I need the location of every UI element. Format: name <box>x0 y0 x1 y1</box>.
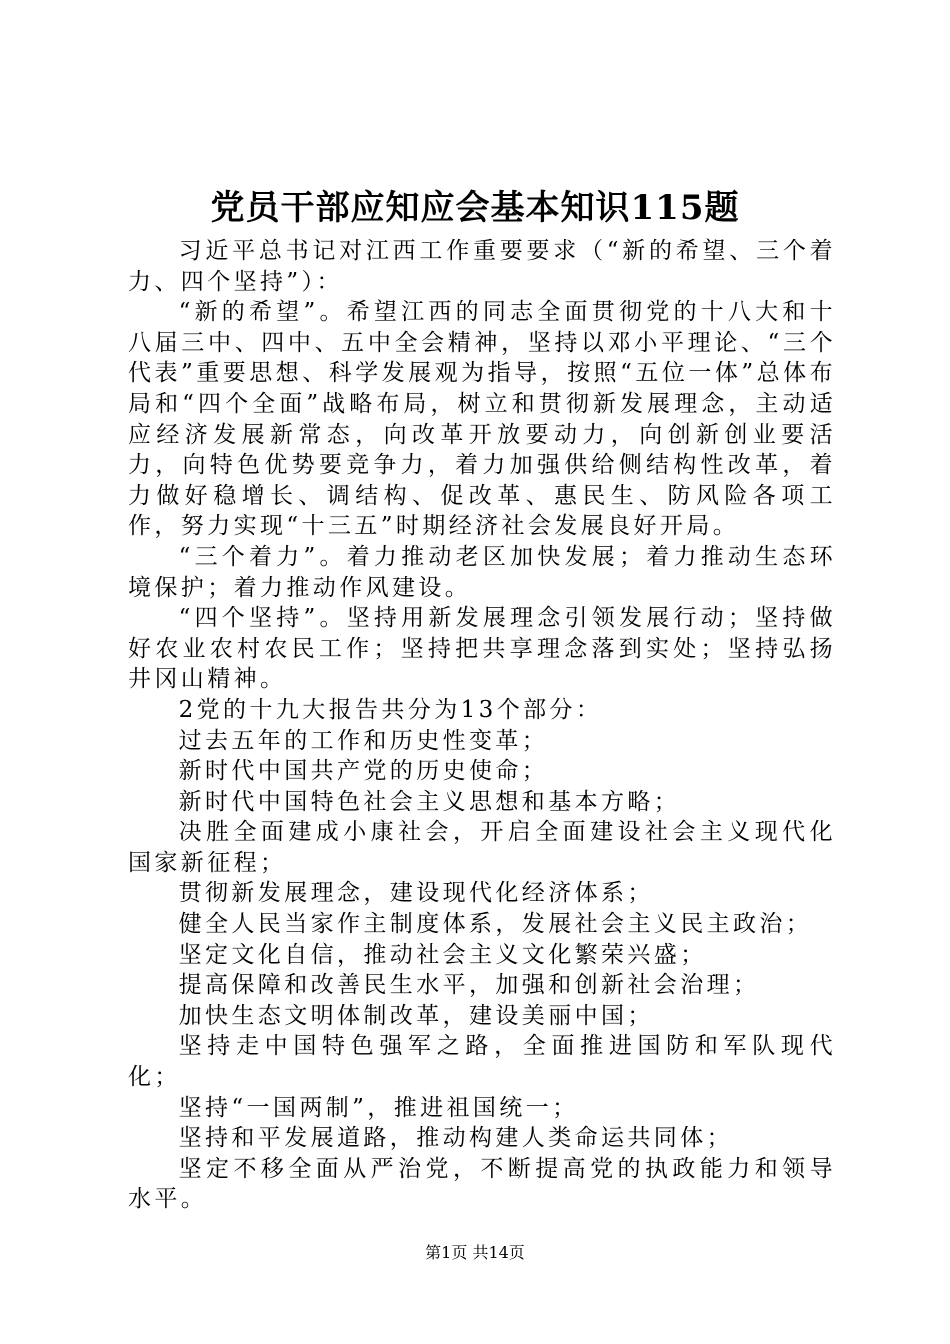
list-item: 坚持走中国特色强军之路，全面推进国防和军队现代化； <box>128 1033 836 1091</box>
paragraph-new-hope: “新的希望”。希望江西的同志全面贯彻党的十八大和十八届三中、四中、五中全会精神，坚持以邓小平理论、“三个代表”重要思想、科学发展观为指导，按照“五位一体”总体布局和“四个全面”战略布局，树立和贯彻新发展理念，主动适应经济发展新常态，向改革开放要动力，向创新创业要活力，向特色优势要竞争力，着力加强供给侧结构性改革，着力做好稳增长、调结构、促改革、惠民生、防风险各项工作，努力实现“十三五”时期经济社会发展良好开局。 <box>128 299 836 540</box>
paragraph-report-parts: 2党的十九大报告共分为13个部分： <box>178 696 603 723</box>
paragraph-intro: 习近平总书记对江西工作重要要求（“新的希望、三个着力、四个坚持”）： <box>128 238 836 295</box>
list-item: 过去五年的工作和历史性变革； <box>178 727 549 754</box>
list-item: 新时代中国特色社会主义思想和基本方略； <box>178 788 681 815</box>
list-item: 坚持和平发展道路，推动构建人类命运共同体； <box>178 1125 733 1152</box>
document-title: 党员干部应知应会基本知识115题 <box>210 188 740 228</box>
list-item: 贯彻新发展理念，建设现代化经济体系； <box>178 880 654 907</box>
page-footer: 第1页 共14页 <box>425 1243 525 1262</box>
list-item: 加快生态文明体制改革，建设美丽中国； <box>178 1002 654 1029</box>
list-item: 新时代中国共产党的历史使命； <box>178 758 549 785</box>
list-item: 坚定不移全面从严治党，不断提高党的执政能力和领导水平。 <box>128 1155 836 1213</box>
document-body <box>128 236 836 1215</box>
list-item: 决胜全面建成小康社会，开启全面建设社会主义现代化国家新征程； <box>128 819 836 876</box>
paragraph-four-persist: “四个坚持”。坚持用新发展理念引领发展行动；坚持做好农业农村农民工作；坚持把共享理念落到实处；坚持弘扬井冈山精神。 <box>128 605 836 693</box>
list-item: 坚定文化自信，推动社会主义文化繁荣兴盛； <box>178 941 707 968</box>
list-item: 坚持“一国两制”，推进祖国统一； <box>178 1094 579 1121</box>
list-item: 提高保障和改善民生水平，加强和创新社会治理； <box>178 972 760 999</box>
paragraph-three-efforts: “三个着力”。着力推动老区加快发展；着力推动生态环境保护；着力推动作风建设。 <box>128 543 836 601</box>
list-item: 健全人民当家作主制度体系，发展社会主义民主政治； <box>178 911 813 938</box>
